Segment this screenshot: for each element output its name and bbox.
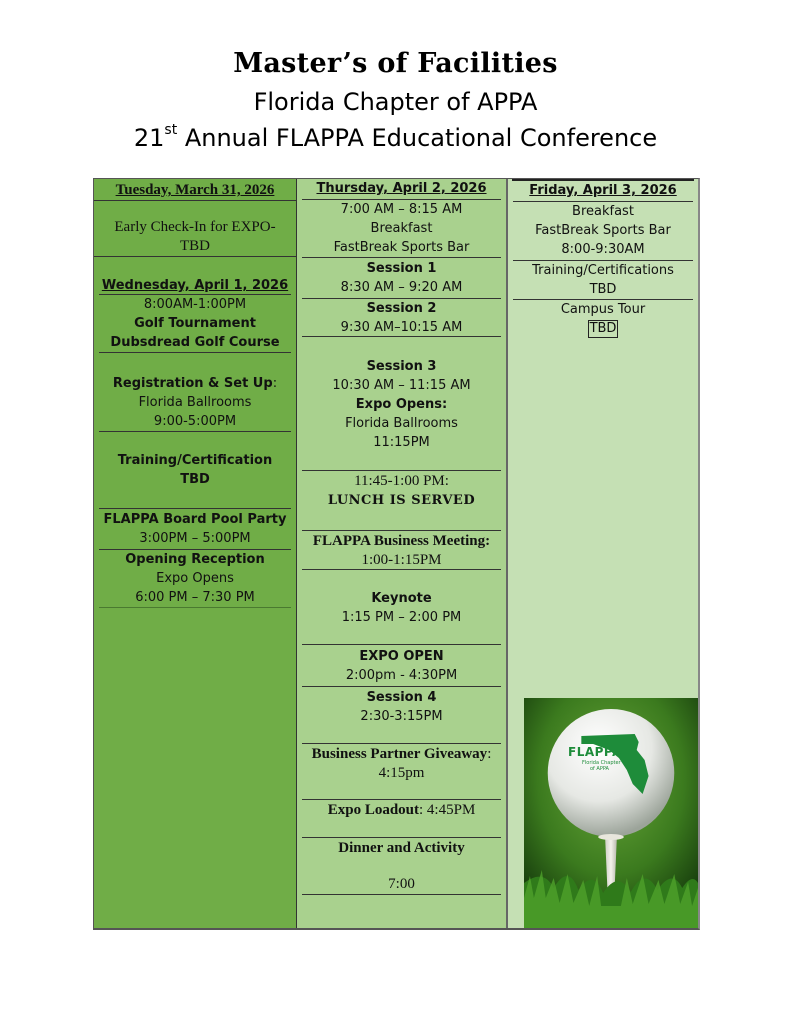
schedule-entry-campus-tour: [513, 300, 693, 338]
entry-line: EXPO OPEN: [359, 649, 444, 664]
entry-line: Breakfast: [572, 204, 634, 219]
row-divider: [302, 644, 501, 645]
entry-line: Dubsdread Golf Course: [110, 335, 280, 350]
schedule-entry-opening-reception: [99, 550, 291, 607]
conference-ordinal: st: [164, 122, 178, 138]
entry-line: Expo Loadout: [327, 802, 420, 818]
document-subtitle: Florida Chapter of APPA: [253, 88, 538, 116]
schedule-entry-friday-breakfast: [513, 202, 693, 259]
entry-line: 2:00pm - 4:30PM: [345, 668, 458, 683]
entry-line: 11:45-1:00 PM:: [354, 473, 449, 489]
entry-line: Training/Certification: [117, 453, 273, 468]
golf-ball-illustration: [524, 698, 698, 928]
entry-line: Business Partner Giveaway: [311, 746, 488, 762]
row-divider: [99, 607, 291, 608]
entry-line: :: [487, 746, 492, 762]
entry-line: Florida Ballrooms: [345, 416, 458, 431]
entry-line: FLAPPA Business Meeting:: [312, 533, 491, 549]
conference-number: 21: [133, 124, 165, 152]
row-divider: [99, 431, 291, 432]
schedule-table: [93, 178, 700, 930]
entry-line: : 4:45PM: [419, 802, 476, 818]
entry-line: Session 3: [366, 359, 437, 374]
entry-line: Keynote: [371, 591, 432, 606]
row-divider: [94, 256, 296, 257]
schedule-entry-session-1: [302, 259, 501, 297]
entry-line: Expo Opens: [156, 571, 234, 586]
entry-line: 11:15PM: [373, 435, 430, 450]
golf-ball-photo: [524, 698, 698, 928]
schedule-entry-early-checkin: [99, 218, 291, 256]
row-divider: [302, 336, 501, 337]
schedule-entry-keynote: [302, 589, 501, 627]
entry-line: 8:30 AM – 9:20 AM: [340, 280, 463, 295]
entry-line: Session 4: [366, 690, 437, 705]
schedule-column-friday: [508, 179, 698, 928]
entry-line: TBD: [589, 321, 617, 336]
row-divider: [302, 837, 501, 838]
entry-line: 2:30-3:15PM: [360, 709, 443, 724]
day-heading-tuesday: Tuesday, March 31, 2026: [115, 182, 275, 198]
schedule-entry-session-3: [302, 357, 501, 452]
schedule-entry-session-4: [302, 688, 501, 726]
entry-line: TBD: [589, 282, 617, 297]
schedule-entry-dinner: [302, 839, 501, 894]
entry-line: TBD: [180, 472, 210, 487]
entry-line: 3:00PM – 5:00PM: [139, 531, 251, 546]
entry-line: Florida Ballrooms: [138, 395, 252, 410]
entry-line: Campus Tour: [560, 302, 646, 317]
schedule-entry-pool-party: [99, 510, 291, 548]
row-divider: [302, 743, 501, 744]
row-divider: [302, 530, 501, 531]
entry-line: FLAPPA Board Pool Party: [103, 512, 287, 527]
conference-title: [0, 124, 791, 152]
entry-line: Expo Opens:: [355, 397, 448, 412]
entry-line: :: [272, 376, 278, 391]
day-heading-thursday: Thursday, April 2, 2026: [316, 181, 487, 196]
schedule-entry-registration: [99, 374, 291, 431]
entry-line: 7:00 AM – 8:15 AM: [340, 202, 463, 217]
row-divider: [302, 470, 501, 471]
schedule-column-thursday: [297, 179, 508, 928]
entry-line: 10:30 AM – 11:15 AM: [332, 378, 471, 393]
day-heading-wednesday: Wednesday, April 1, 2026: [101, 278, 289, 293]
entry-line: Training/Certifications: [532, 263, 674, 278]
schedule-entry-training: [99, 451, 291, 489]
row-divider: [302, 257, 501, 258]
flappa-logo-subtitle-2: of APPA: [590, 766, 609, 772]
row-divider: [99, 352, 291, 353]
entry-line: 8:00-9:30AM: [561, 242, 645, 257]
entry-line: 7:00: [388, 876, 415, 892]
entry-line: Golf Tournament: [134, 316, 256, 331]
schedule-entry-expo-loadout: [302, 801, 501, 820]
entry-line: Breakfast: [370, 221, 433, 236]
entry-line: 4:15pm: [378, 765, 425, 781]
row-divider: [302, 686, 501, 687]
entry-line: TBD: [180, 238, 210, 254]
schedule-entry-giveaway: [302, 745, 501, 783]
row-divider: [99, 508, 291, 509]
entry-line: LUNCH IS SERVED: [327, 493, 476, 508]
day-heading-friday: Friday, April 3, 2026: [529, 183, 677, 198]
schedule-entry-business-meeting: [302, 532, 501, 570]
entry-line: FastBreak Sports Bar: [535, 223, 671, 238]
schedule-entry-lunch: [302, 472, 501, 510]
entry-line: 8:00AM-1:00PM: [143, 297, 247, 312]
entry-line: Registration & Set Up: [112, 376, 273, 391]
entry-line: Dinner and Activity: [338, 840, 465, 856]
golf-ball: [548, 709, 675, 837]
schedule-entry-expo-open: [302, 647, 501, 685]
row-divider: [94, 200, 296, 201]
entry-line: 9:00-5:00PM: [153, 414, 237, 429]
entry-line: Early Check-In for EXPO-: [114, 219, 276, 235]
entry-line: 1:15 PM – 2:00 PM: [341, 610, 462, 625]
schedule-entry-training-certifications: [513, 261, 693, 299]
entry-line: FastBreak Sports Bar: [333, 240, 470, 255]
schedule-entry-session-2: [302, 299, 501, 337]
schedule-entry-breakfast: [302, 200, 501, 257]
entry-line: Session 1: [366, 261, 437, 276]
entry-line: 6:00 PM – 7:30 PM: [135, 590, 255, 605]
flappa-logo-subtitle: Florida Chapter: [582, 760, 621, 766]
entry-line: 1:00-1:15PM: [361, 552, 442, 568]
schedule-column-tue-wed: [94, 179, 297, 928]
row-divider: [302, 799, 501, 800]
schedule-entry-golf-tournament: [99, 295, 291, 352]
entry-line: Session 2: [366, 301, 437, 316]
entry-line: 9:30 AM–10:15 AM: [340, 320, 463, 335]
tee-cup: [598, 834, 624, 840]
row-divider: [302, 894, 501, 895]
flappa-logo-text: FLAPPA: [568, 745, 622, 759]
document-title: Master’s of Facilities: [233, 48, 558, 79]
entry-line: Opening Reception: [125, 552, 265, 567]
conference-name: Annual FLAPPA Educational Conference: [177, 124, 658, 152]
row-divider: [302, 569, 501, 570]
